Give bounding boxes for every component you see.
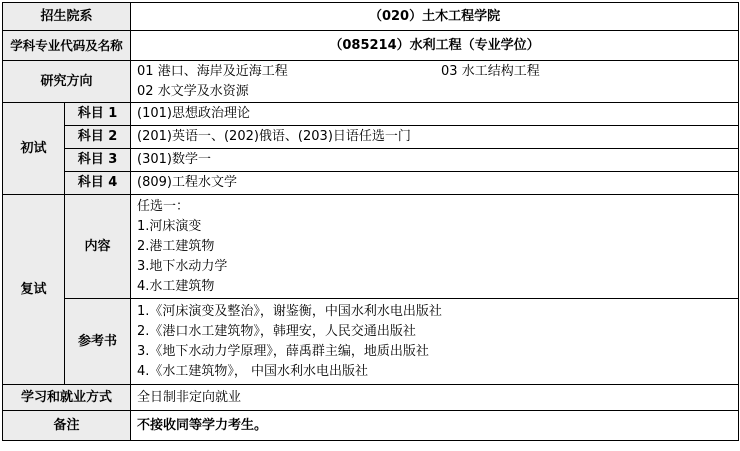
research-direction-02: 02 水文学及水资源 (137, 83, 249, 99)
row-subject-3 (3, 149, 739, 172)
school-value: （020）土木工程学院 (131, 3, 739, 31)
retest-content-line: 任选一： (137, 198, 190, 214)
research-label: 研究方向 (3, 61, 131, 103)
row-research (3, 61, 739, 103)
school-label: 招生院系 (3, 3, 131, 31)
subject-1-value: (101)思想政治理论 (131, 103, 739, 126)
major-value: （085214）水利工程（专业学位） (131, 31, 739, 61)
row-notes (3, 411, 739, 441)
book-line: 1.《河床演变及整治》，谢鉴衡，中国水利水电出版社 (137, 303, 442, 319)
initial-label: 初试 (3, 103, 65, 195)
retest-content-label: 内容 (65, 195, 131, 299)
subject-3-value: (301)数学一 (131, 149, 739, 172)
retest-books-label: 参考书 (65, 299, 131, 385)
retest-content-value (131, 195, 739, 299)
row-subject-4 (3, 172, 739, 195)
row-subject-1 (3, 103, 739, 126)
research-directions (137, 62, 732, 102)
book-line: 3.《地下水动力学原理》，薛禹群主编，地质出版社 (137, 343, 429, 359)
retest-content-line: 2.港工建筑物 (137, 238, 215, 254)
book-line: 2.《港口水工建筑物》，韩理安，人民交通出版社 (137, 323, 416, 339)
row-school (3, 3, 739, 31)
research-direction-03: 03 水工结构工程 (441, 63, 540, 79)
row-major (3, 31, 739, 61)
major-label: 学科专业代码及名称 (3, 31, 131, 61)
row-subject-2 (3, 126, 739, 149)
subject-4-value: (809)工程水文学 (131, 172, 739, 195)
study-label: 学习和就业方式 (3, 385, 131, 411)
book-line: 4.《水工建筑物》， 中国水利水电出版社 (137, 363, 369, 379)
subject-1-label: 科目 1 (65, 103, 131, 126)
notes-value: 不接收同等学力考生。 (131, 411, 739, 441)
retest-books-value (131, 299, 739, 385)
subject-2-label: 科目 2 (65, 126, 131, 149)
admission-table (2, 2, 739, 441)
row-retest-books (3, 299, 739, 385)
subject-4-label: 科目 4 (65, 172, 131, 195)
subject-2-value: (201)英语一、(202)俄语、(203)日语任选一门 (131, 126, 739, 149)
row-study (3, 385, 739, 411)
notes-label: 备注 (3, 411, 131, 441)
research-direction-01: 01 港口、海岸及近海工程 (137, 63, 288, 79)
row-retest-content (3, 195, 739, 299)
research-value (131, 61, 739, 103)
retest-content-line: 3.地下水动力学 (137, 258, 228, 274)
retest-label: 复试 (3, 195, 65, 385)
study-value: 全日制非定向就业 (131, 385, 739, 411)
retest-content-line: 4.水工建筑物 (137, 278, 215, 294)
retest-content-line: 1.河床演变 (137, 218, 202, 234)
subject-3-label: 科目 3 (65, 149, 131, 172)
